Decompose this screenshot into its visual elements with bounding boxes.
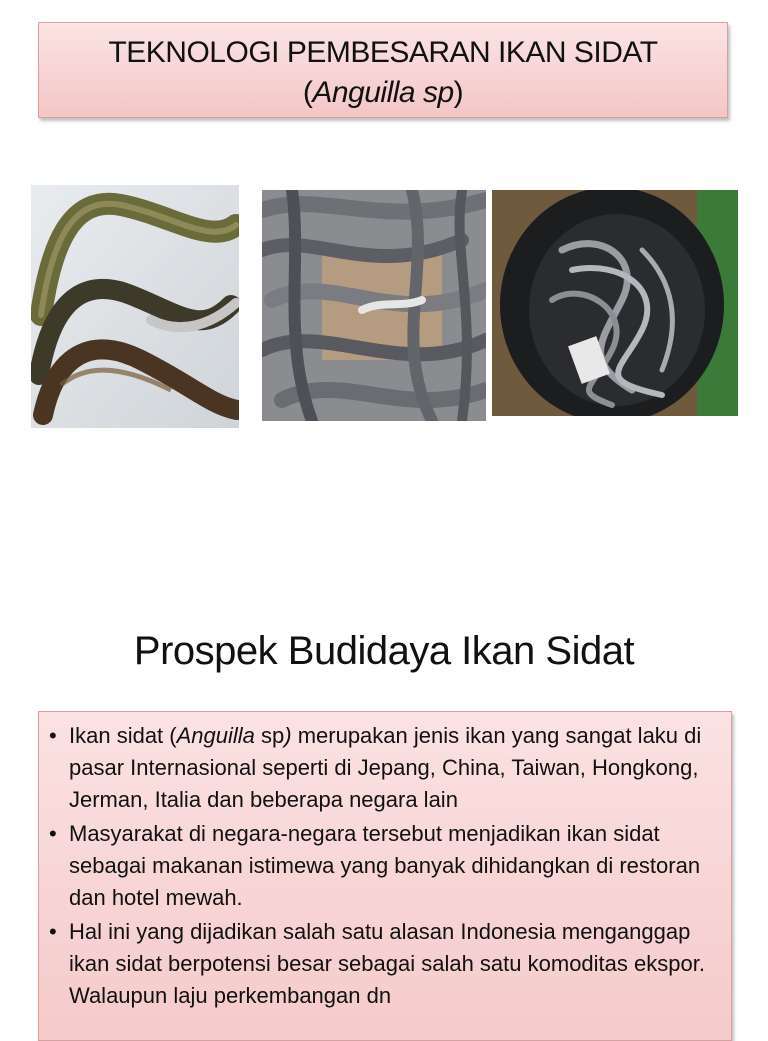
bullet-3-text: Hal ini yang dijadikan salah satu alasan Indonesia menganggap ikan sidat berpotensi besar sebagai salah satu komoditas ekspor. Walaupun laju perkembangan dn — [69, 919, 705, 1008]
bullet-1-species: Anguilla — [176, 723, 255, 748]
eels-in-bucket-photo — [492, 190, 738, 416]
content-box — [38, 711, 732, 1041]
title-paren-open: ( — [302, 76, 313, 109]
bullet-1-post: merupakan jenis ikan yang sangat laku di pasar Internasional seperti di Jepang, China, Taiwan, Hongkong, Jerman, Italia dan beberapa negara lain — [69, 723, 702, 812]
title-species: Anguilla sp — [312, 76, 454, 109]
section-heading: Prospek Budidaya Ikan Sidat — [133, 629, 635, 673]
title-box — [38, 22, 728, 118]
bullet-item-1 — [49, 720, 721, 816]
bullet-1-pre: Ikan sidat ( — [69, 723, 177, 748]
bullet-dot: • — [49, 723, 57, 748]
bullet-list — [49, 720, 721, 1012]
bullet-dot: • — [49, 919, 57, 944]
eels-in-crate-photo — [262, 190, 486, 421]
bullet-dot: • — [49, 821, 57, 846]
title-paren-close: ) — [453, 76, 464, 109]
title-line-2 — [39, 73, 727, 113]
eel-specimens-photo — [31, 185, 239, 428]
bullet-2-text: Masyarakat di negara-negara tersebut menjadikan ikan sidat sebagai makanan istimewa yang banyak dihidangkan di restoran dan hotel mewah. — [69, 821, 701, 910]
title-line-1: TEKNOLOGI PEMBESARAN IKAN SIDAT — [108, 36, 658, 69]
bullet-1-paren: ) — [284, 723, 292, 748]
bullet-item-2 — [49, 818, 721, 914]
bullet-1-mid: sp — [254, 723, 285, 748]
bullet-item-3 — [49, 916, 721, 1012]
